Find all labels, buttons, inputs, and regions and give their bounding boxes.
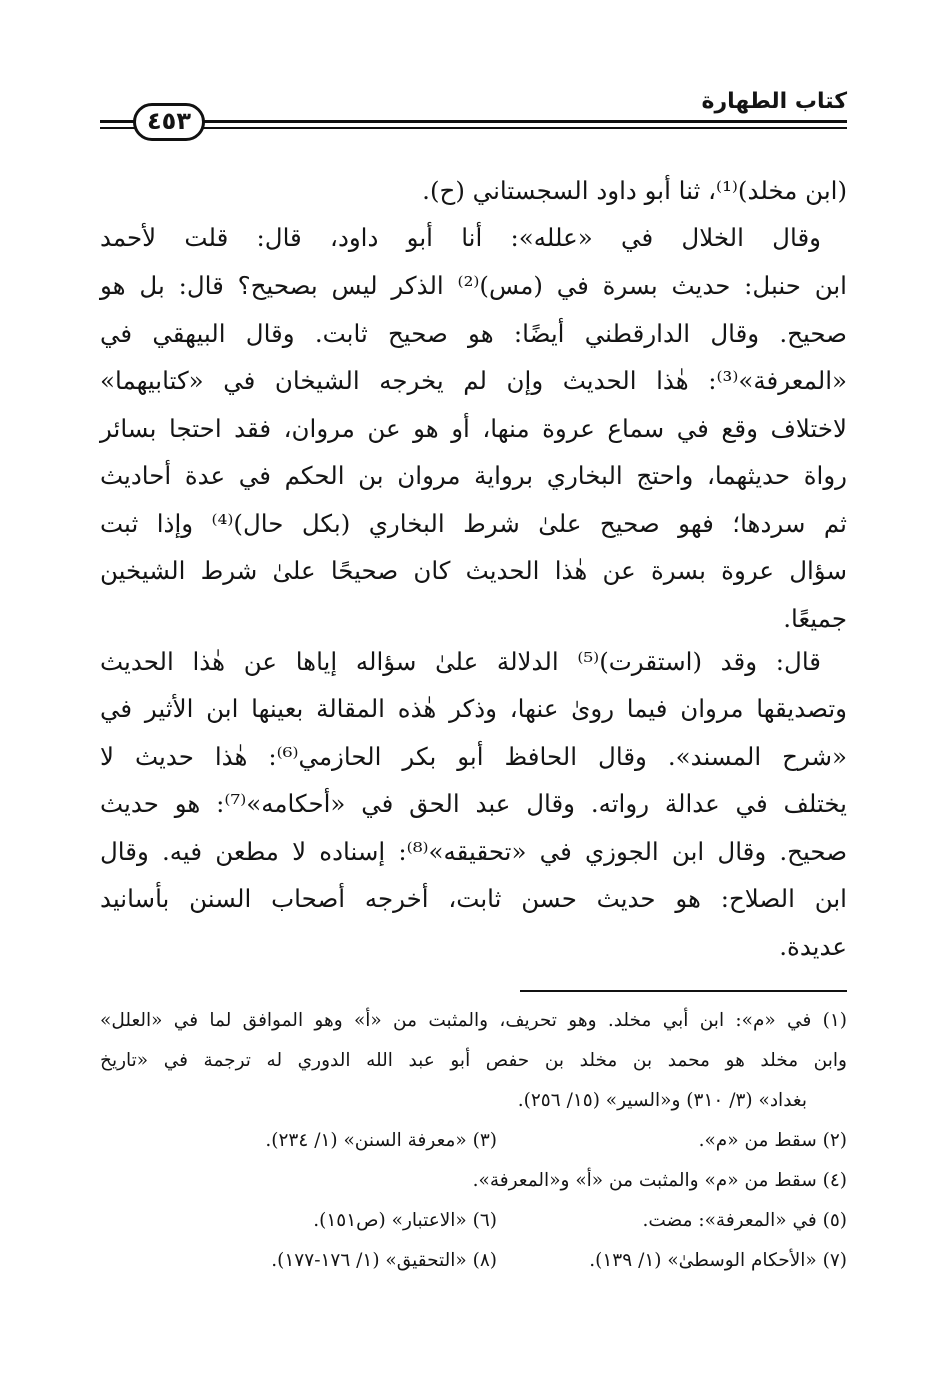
footnote-separator <box>520 990 847 992</box>
text-line: قال: وقد (استقرت)⁽⁵⁾ الدلالة علىٰ سؤاله إياها عن هٰذا الحديث <box>100 647 821 676</box>
text-line: (ابن مخلد)⁽¹⁾، ثنا أبو داود السجستاني (ح). <box>422 176 847 205</box>
footnote-2: (٢) سقط من «م». <box>698 1130 847 1151</box>
footnote-6: (٦) «الاعتبار» (ص١٥١). <box>313 1210 497 1231</box>
text-line: وتصديقها مروان فيما روىٰ عنها، وذكر هٰذه المقالة بعينها ابن الأثير في <box>100 694 847 723</box>
text-line: صحيح. وقال الدارقطني أيضًا: هو صحيح ثابت. وقال البيهقي في <box>100 319 847 348</box>
footnote-4: (٤) سقط من «م» والمثبت من «أ» و«المعرفة». <box>472 1170 847 1191</box>
text-line: يختلف في عدالة رواته. وقال عبد الحق في «أحكامه»⁽⁷⁾: هو حديث <box>100 789 847 818</box>
header-rule-thick <box>100 120 847 123</box>
text-line: «شرح المسند». وقال الحافظ أبو بكر الحازمي⁽⁶⁾: هٰذا حديث لا <box>100 742 847 771</box>
footnote-3: (٣) «معرفة السنن» (١/ ٢٣٤). <box>265 1130 497 1151</box>
text-line: لاختلاف وقع في سماع عروة منها، أو هو عن مروان، فقد احتجا بسائر <box>100 414 847 443</box>
footnote-7: (٧) «الأحكام الوسطىٰ» (١/ ١٣٩). <box>589 1250 847 1271</box>
footnote-line: (١) في «م»: ابن أبي مخلد. وهو تحريف، والمثبت من «أ» وهو الموافق لما في «العلل» <box>100 1010 847 1031</box>
header-rule-thin <box>100 127 847 129</box>
text-line: عديدة. <box>779 932 847 961</box>
footnote-line: وابن مخلد هو محمد بن مخلد بن حفص أبو عبد الله الدوري له ترجمة في «تاريخ <box>100 1050 847 1071</box>
text-line: سؤال عروة بسرة عن هٰذا الحديث كان صحيحًا علىٰ شرط الشيخين <box>100 556 847 585</box>
text-line: وقال الخلال في «علله»: أنا أبو داود، قال: قلت لأحمد <box>100 223 821 252</box>
footnote-5: (٥) في «المعرفة»: مضت. <box>642 1210 847 1231</box>
footnote-line: بغداد» (٣/ ٣١٠) و«السير» (١٥/ ٢٥٦). <box>517 1090 807 1111</box>
text-line: «المعرفة»⁽³⁾: هٰذا الحديث وإن لم يخرجه الشيخان في «كتابيهما» <box>100 366 847 395</box>
text-line: ابن حنبل: حديث بسرة في (مس)⁽²⁾ الذكر ليس بصحيح؟ قال: بل هو <box>100 271 847 300</box>
chapter-title: كتاب الطهارة <box>701 89 847 114</box>
text-line: رواة حديثهما، واحتج البخاري برواية مروان بن الحكم في عدة أحاديث <box>100 461 847 490</box>
text-line: جميعًا. <box>783 604 847 633</box>
text-line: ابن الصلاح: هو حديث حسن ثابت، أخرجه أصحاب السنن بأسانيد <box>100 884 847 913</box>
footnote-8: (٨) «التحقيق» (١/ ١٧٦-١٧٧). <box>271 1250 497 1271</box>
text-line: ثم سردها؛ فهو صحيح علىٰ شرط البخاري (بكل حال)⁽⁴⁾ وإذا ثبت <box>100 509 847 538</box>
page-number: ٤٥٣ <box>133 103 205 141</box>
text-line: صحيح. وقال ابن الجوزي في «تحقيقه»⁽⁸⁾: إسناده لا مطعن فيه. وقال <box>100 837 848 866</box>
